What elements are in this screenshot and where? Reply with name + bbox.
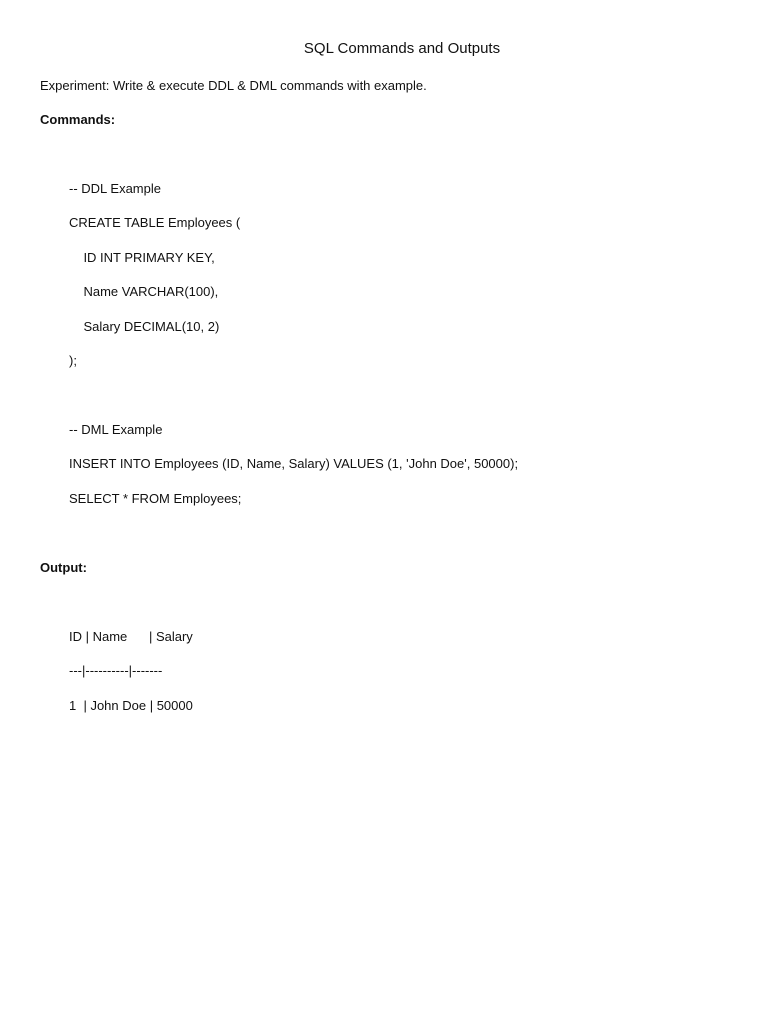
code-line: INSERT INTO Employees (ID, Name, Salary) VALUES (1, 'John Doe', 50000); [69,456,519,471]
code-line: -- DDL Example [69,181,161,196]
output-line: ---|----------|------- [69,663,163,678]
code-line: Salary DECIMAL(10, 2) [69,319,220,334]
experiment-statement: Experiment: Write & execute DDL & DML commands with example. [40,78,427,93]
document-title: SQL Commands and Outputs [303,40,501,57]
code-line: CREATE TABLE Employees ( [69,215,241,230]
code-line: Name VARCHAR(100), [69,284,219,299]
code-line: -- DML Example [69,422,163,437]
output-line: ID | Name | Salary [69,629,193,644]
commands-heading: Commands: [40,112,116,127]
code-line: SELECT * FROM Employees; [69,491,242,506]
code-line: ID INT PRIMARY KEY, [69,250,215,265]
code-line: ); [69,353,77,368]
output-heading: Output: [40,560,87,575]
output-line: 1 | John Doe | 50000 [69,698,193,713]
